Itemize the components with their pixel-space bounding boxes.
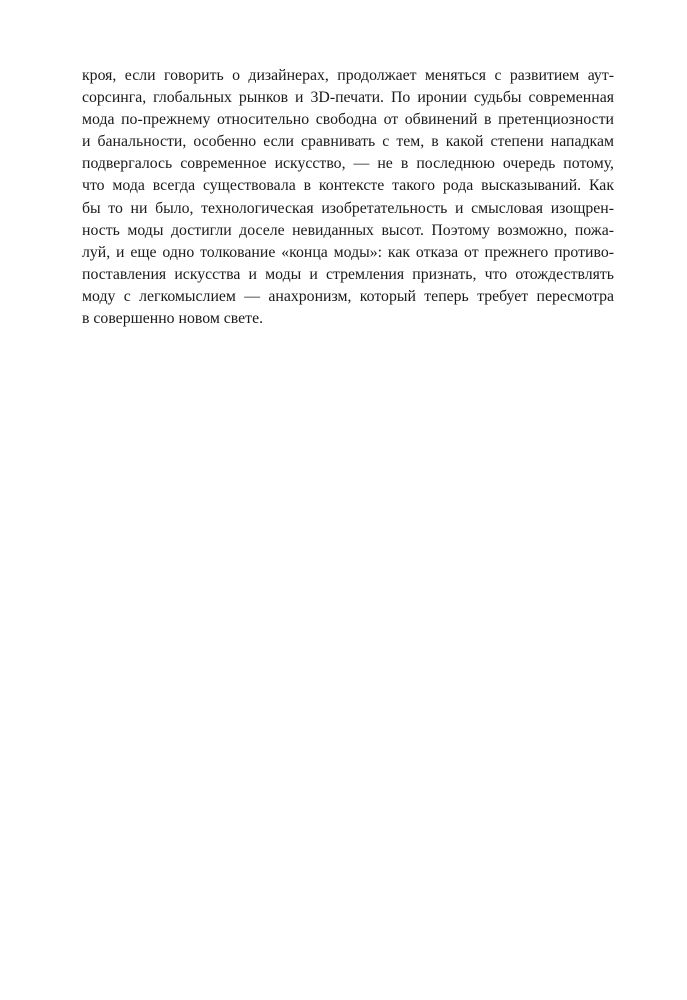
- paragraph-line: поставления искусства и моды и стремления признать, что отождествлять: [82, 265, 614, 283]
- paragraph-line: ность моды достигли доселе невиданных высот. Поэтому возможно, пожа-: [82, 221, 614, 239]
- paragraph-line: что мода всегда существовала в контексте такого рода высказываний. Как: [82, 177, 614, 195]
- body-paragraph: [82, 65, 614, 330]
- paragraph-line: в совершенно новом свете.: [82, 310, 264, 328]
- paragraph-line: кроя, если говорить о дизайнерах, продолжает меняться с развитием аут-: [82, 67, 614, 84]
- paragraph-line: бы то ни было, технологическая изобретательность и смысловая изощрен-: [82, 199, 614, 217]
- paragraph-line: моду с легкомыслием — анахронизм, который теперь требует пересмотра: [82, 287, 614, 305]
- paragraph-line: и банальности, особенно если сравнивать с тем, в какой степени нападкам: [82, 133, 614, 151]
- paragraph-line: подвергалось современное искусство, — не в последнюю очередь потому,: [82, 155, 614, 173]
- paragraph-line: мода по-прежнему относительно свободна от обвинений в претенциозности: [82, 111, 614, 129]
- paragraph-line: сорсинга, глобальных рынков и 3D-печати. По иронии судьбы современная: [82, 89, 614, 107]
- paragraph-line: луй, и еще одно толкование «конца моды»: как отказа от прежнего противо-: [82, 243, 614, 261]
